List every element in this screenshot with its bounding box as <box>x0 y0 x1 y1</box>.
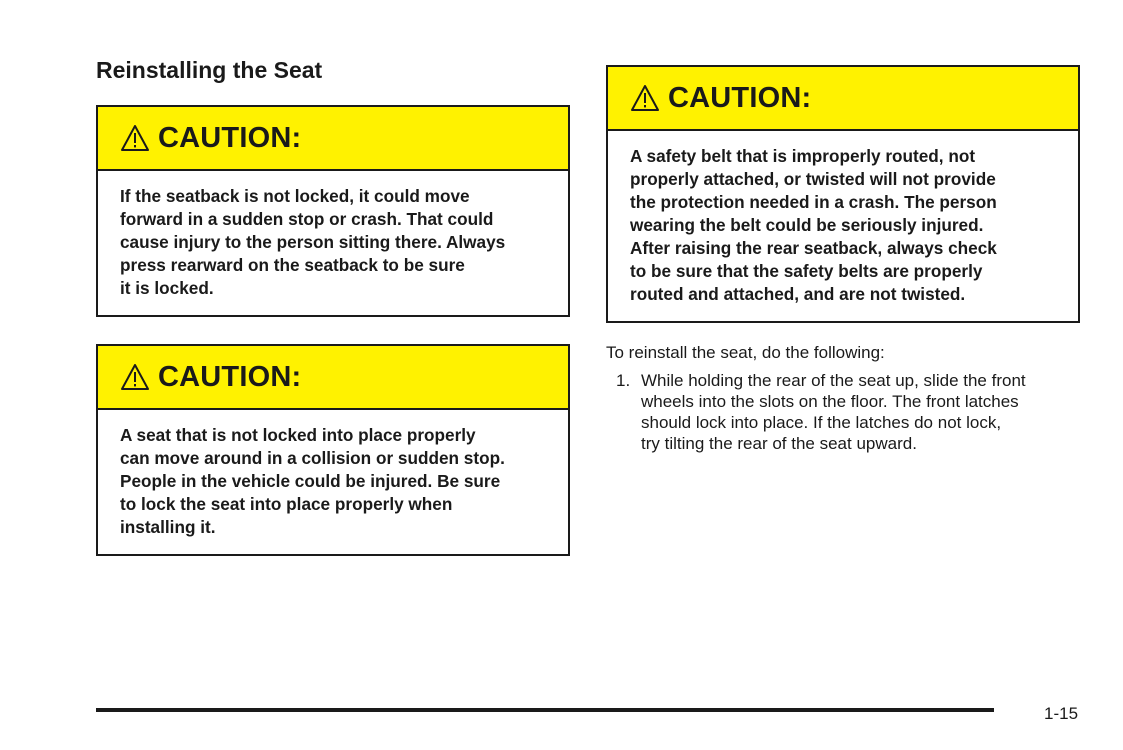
caution-text <box>98 171 568 314</box>
caution-line: After raising the rear seatback, always check <box>630 238 997 258</box>
caution-line: If the seatback is not locked, it could move <box>120 186 470 206</box>
caution-line: People in the vehicle could be injured. Be sure <box>120 471 501 491</box>
section-heading: Reinstalling the Seat <box>96 57 323 83</box>
caution-line: installing it. <box>120 517 216 537</box>
caution-header <box>98 107 568 171</box>
caution-header <box>608 67 1078 131</box>
step-line: try tilting the rear of the seat upward. <box>641 434 917 453</box>
warning-triangle-icon <box>120 363 150 391</box>
step-text <box>641 370 1086 454</box>
warning-triangle-icon <box>630 84 660 112</box>
step-number: 1. <box>616 371 631 390</box>
caution-line: press rearward on the seatback to be sure <box>120 255 465 275</box>
caution-line: wearing the belt could be seriously injured. <box>630 215 984 235</box>
caution-line: forward in a sudden stop or crash. That could <box>120 209 494 229</box>
caution-text <box>98 410 568 553</box>
caution-line: routed and attached, and are not twisted. <box>630 284 966 304</box>
instruction-step <box>616 370 1086 454</box>
caution-line: the protection needed in a crash. The person <box>630 192 997 212</box>
caution-header <box>98 346 568 410</box>
caution-line: to be sure that the safety belts are properly <box>630 261 983 281</box>
caution-line: A seat that is not locked into place properly <box>120 425 476 445</box>
caution-title: CAUTION: <box>158 121 302 154</box>
caution-title: CAUTION: <box>158 360 302 393</box>
caution-text <box>608 131 1078 320</box>
caution-box-seat-lock <box>96 344 570 556</box>
caution-line: properly attached, or twisted will not provide <box>630 169 996 189</box>
instructions-intro: To reinstall the seat, do the following: <box>606 343 885 362</box>
caution-line: it is locked. <box>120 278 214 298</box>
step-line: should lock into place. If the latches do not lock, <box>641 413 1002 432</box>
caution-line: can move around in a collision or sudden stop. <box>120 448 505 468</box>
footer-rule <box>96 708 994 712</box>
step-line: While holding the rear of the seat up, slide the front <box>641 371 1026 390</box>
caution-line: A safety belt that is improperly routed, not <box>630 146 976 166</box>
caution-box-seatback <box>96 105 570 317</box>
caution-line: to lock the seat into place properly when <box>120 494 453 514</box>
caution-title: CAUTION: <box>668 81 812 114</box>
page-number: 1-15 <box>1044 704 1079 723</box>
caution-line: cause injury to the person sitting there. Always <box>120 232 506 252</box>
step-line: wheels into the slots on the floor. The front latches <box>641 392 1019 411</box>
warning-triangle-icon <box>120 124 150 152</box>
caution-box-safety-belt <box>606 65 1080 323</box>
